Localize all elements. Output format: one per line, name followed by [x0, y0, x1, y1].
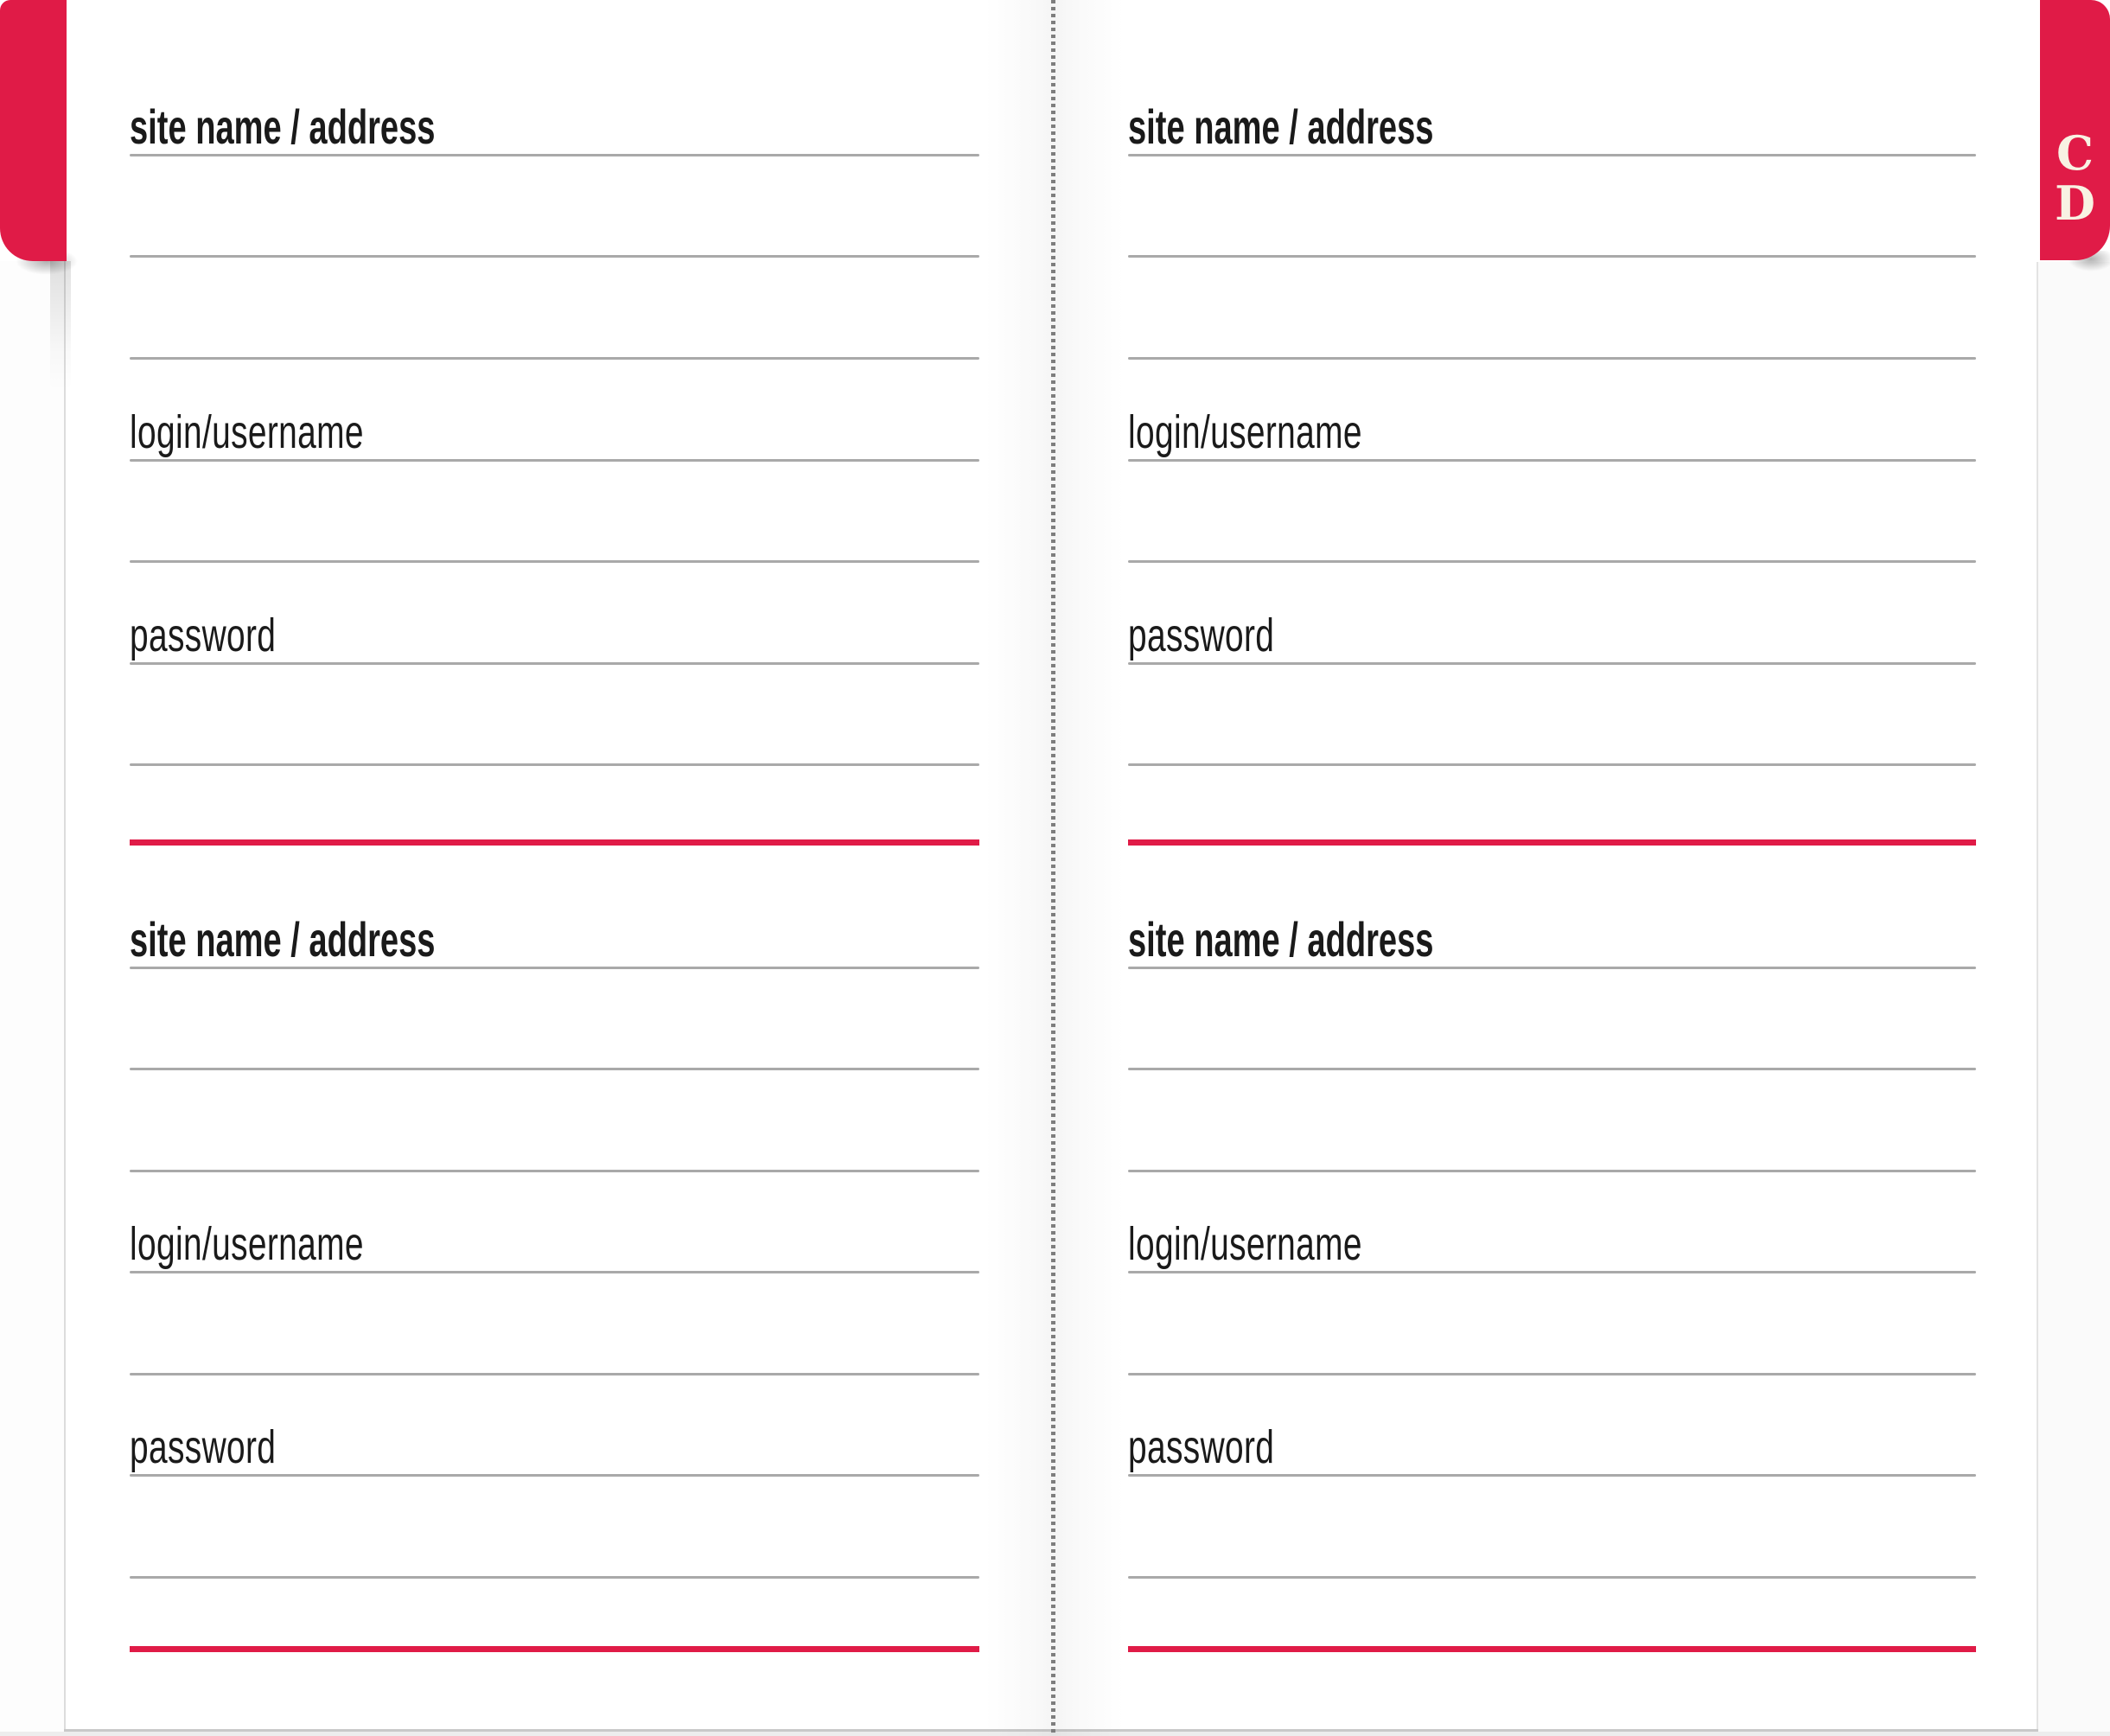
- entry-divider-red-line: [130, 839, 979, 846]
- entry-divider-red-line: [1128, 839, 1976, 846]
- password-label: password: [1128, 610, 1275, 661]
- password-label: password: [130, 1421, 277, 1473]
- field-underline: [130, 967, 979, 969]
- field-underline: [130, 154, 979, 156]
- login-username-label: login/username: [130, 1218, 364, 1270]
- page-edge-outside-right: [2038, 262, 2110, 1732]
- right-page-edge-line: [2037, 262, 2038, 1731]
- field-underline: [1128, 1474, 1976, 1477]
- write-line: [130, 560, 979, 563]
- write-line: [130, 1068, 979, 1070]
- tab-letter-c: C: [2056, 125, 2094, 181]
- site-name-label: site name / address: [130, 912, 436, 967]
- write-line: [130, 1373, 979, 1375]
- field-underline: [130, 459, 979, 462]
- write-line: [1128, 1373, 1976, 1375]
- write-line: [130, 255, 979, 258]
- password-label: password: [1128, 1421, 1275, 1473]
- left-page-edge-line: [64, 259, 66, 1731]
- field-underline: [1128, 459, 1976, 462]
- write-line: [1128, 1170, 1976, 1172]
- login-username-label: login/username: [130, 406, 364, 458]
- page-edge-outside-left: [0, 261, 64, 1736]
- left-edge-shadow-smudge: [50, 261, 71, 391]
- field-underline: [1128, 967, 1976, 969]
- write-line: [1128, 763, 1976, 766]
- write-line: [1128, 1068, 1976, 1070]
- field-underline: [1128, 154, 1976, 156]
- write-line: [1128, 357, 1976, 360]
- write-line: [130, 1576, 979, 1579]
- right-page: [1128, 0, 1976, 1736]
- index-tab-left: [0, 0, 67, 261]
- left-page: [130, 0, 979, 1736]
- write-line: [1128, 255, 1976, 258]
- write-line: [1128, 560, 1976, 563]
- entry-divider-red-line: [1128, 1646, 1976, 1652]
- write-line: [130, 1170, 979, 1172]
- field-underline: [130, 1271, 979, 1273]
- login-username-label: login/username: [1128, 406, 1362, 458]
- write-line: [1128, 1576, 1976, 1579]
- center-binding-dotted-line: [1051, 0, 1055, 1736]
- field-underline: [1128, 662, 1976, 665]
- login-username-label: login/username: [1128, 1218, 1362, 1270]
- write-line: [130, 763, 979, 766]
- site-name-label: site name / address: [1128, 912, 1434, 967]
- site-name-label: site name / address: [130, 99, 436, 154]
- field-underline: [130, 1474, 979, 1477]
- entry-divider-red-line: [130, 1646, 979, 1652]
- site-name-label: site name / address: [1128, 99, 1434, 154]
- field-underline: [1128, 1271, 1976, 1273]
- write-line: [130, 357, 979, 360]
- password-label: password: [130, 610, 277, 661]
- field-underline: [130, 662, 979, 665]
- tab-letter-d: D: [2055, 176, 2095, 231]
- index-tab-right: [2040, 0, 2110, 260]
